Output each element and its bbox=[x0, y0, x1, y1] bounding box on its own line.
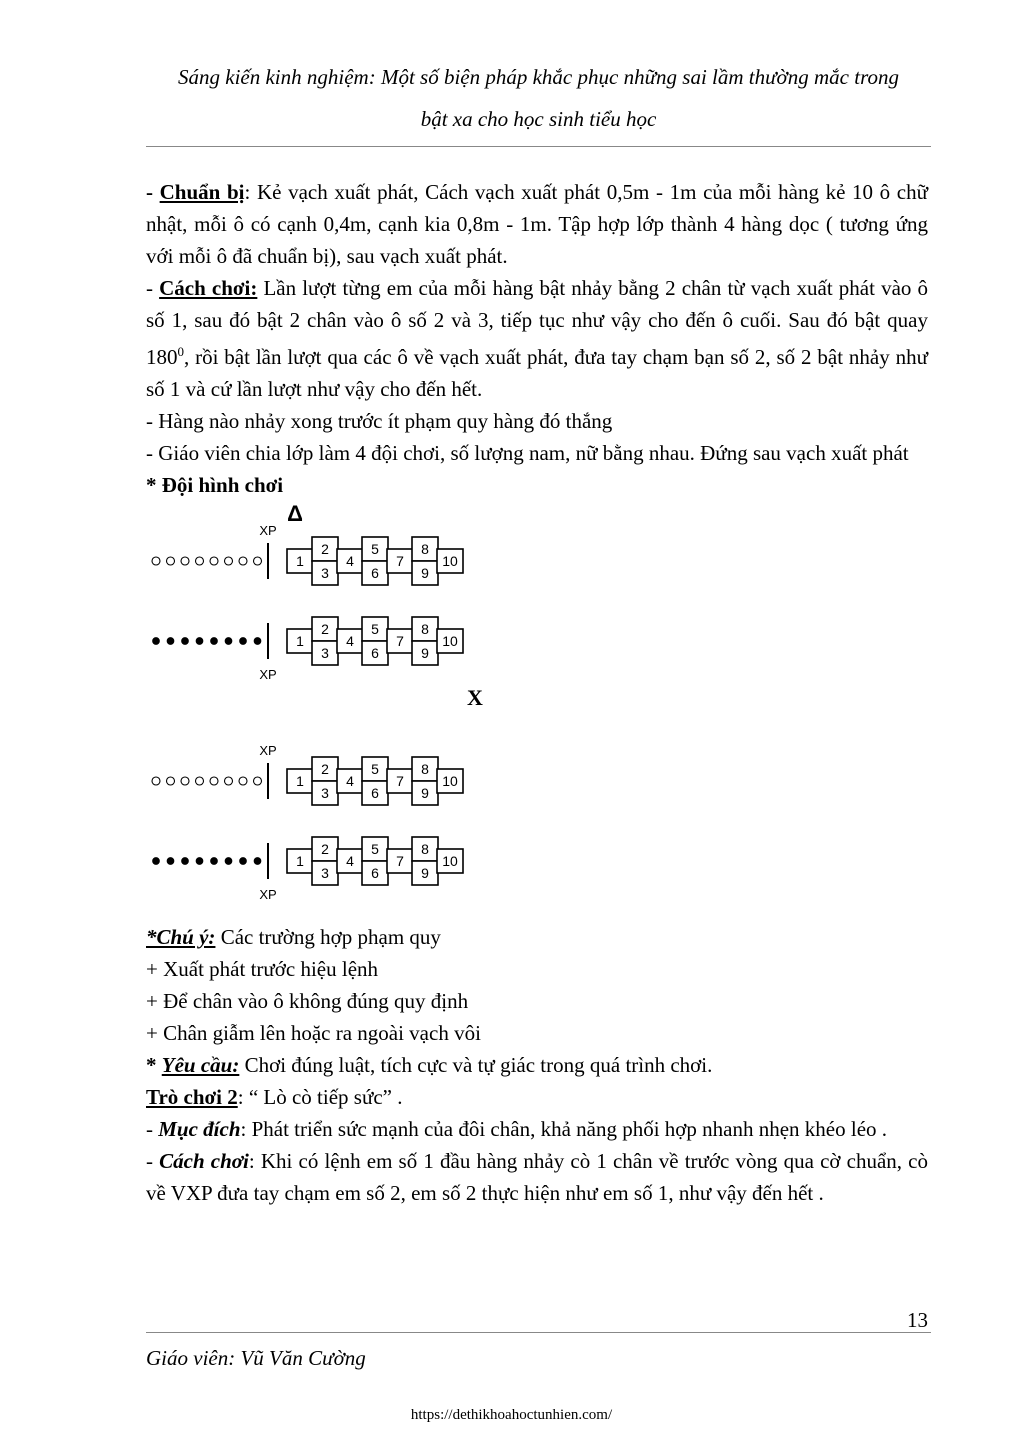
player-filled-icon bbox=[196, 858, 203, 865]
player-filled-icon bbox=[211, 858, 218, 865]
cell-number: 6 bbox=[371, 785, 379, 801]
player-filled-icon bbox=[240, 858, 247, 865]
player-hollow-icon bbox=[181, 777, 189, 785]
player-hollow-icon bbox=[181, 557, 189, 565]
game2-text: : “ Lò cò tiếp sức” . bbox=[237, 1085, 403, 1109]
cell-number: 10 bbox=[442, 553, 458, 569]
formation-diagram bbox=[146, 501, 486, 921]
player-hollow-icon bbox=[196, 557, 204, 565]
xp-label: XP bbox=[259, 523, 277, 538]
preparation-label: Chuẩn bị bbox=[159, 180, 245, 204]
cell-number: 9 bbox=[421, 565, 429, 581]
page-number: 13 bbox=[907, 1308, 928, 1332]
page-header bbox=[146, 56, 931, 140]
xp-label: XP bbox=[259, 887, 277, 902]
cell-number: 5 bbox=[371, 841, 379, 857]
howto2-text: : Khi có lệnh em số 1 đầu hàng nhảy cò 1 chân về trước vòng qua cờ chuẩn, cò về VXP đưa tay chạm em số 2, em số 2 thực hiện như em số 1, như vậy đến hết . bbox=[146, 1149, 928, 1205]
player-filled-icon bbox=[240, 638, 247, 645]
cell-number: 3 bbox=[321, 565, 329, 581]
cell-number: 5 bbox=[371, 621, 379, 637]
cell-number: 10 bbox=[442, 773, 458, 789]
player-hollow-icon bbox=[254, 557, 262, 565]
cell-number: 3 bbox=[321, 785, 329, 801]
cell-number: 8 bbox=[421, 841, 429, 857]
cell-number: 8 bbox=[421, 761, 429, 777]
formation-rows bbox=[152, 523, 463, 902]
player-hollow-icon bbox=[239, 777, 247, 785]
cell-number: 7 bbox=[396, 633, 404, 649]
cell-number: 9 bbox=[421, 865, 429, 881]
player-hollow-icon bbox=[167, 777, 175, 785]
cell-number: 7 bbox=[396, 773, 404, 789]
purpose-label: Mục đích bbox=[158, 1117, 241, 1141]
cell-number: 9 bbox=[421, 645, 429, 661]
xp-label: XP bbox=[259, 667, 277, 682]
cell-number: 2 bbox=[321, 541, 329, 557]
player-filled-icon bbox=[225, 638, 232, 645]
footer-teacher: Giáo viên: Vũ Văn Cường bbox=[146, 1346, 366, 1370]
cell-number: 2 bbox=[321, 621, 329, 637]
howto-text-b: , rồi bật lần lượt qua các ô về vạch xuất phát, đưa tay chạm bạn số 2, số 2 bật nhảy như số 1 và cứ lần lượt như vậy cho đến hết. bbox=[146, 345, 928, 401]
player-hollow-icon bbox=[254, 777, 262, 785]
note-item-3: + Chân giẫm lên hoặc ra ngoài vạch vôi bbox=[146, 1021, 481, 1045]
player-filled-icon bbox=[182, 858, 189, 865]
player-filled-icon bbox=[167, 858, 174, 865]
cell-number: 1 bbox=[296, 853, 304, 869]
cell-number: 1 bbox=[296, 773, 304, 789]
formation-row bbox=[153, 837, 463, 902]
cell-number: 2 bbox=[321, 761, 329, 777]
formation-row bbox=[153, 617, 463, 682]
formation-row bbox=[152, 743, 463, 805]
cell-number: 5 bbox=[371, 761, 379, 777]
cell-number: 4 bbox=[346, 853, 354, 869]
purpose-paragraph: - Mục đích: Phát triển sức mạnh của đôi chân, khả năng phối hợp nhanh nhẹn khéo léo . bbox=[146, 1117, 888, 1141]
cell-number: 4 bbox=[346, 773, 354, 789]
player-filled-icon bbox=[225, 858, 232, 865]
player-hollow-icon bbox=[210, 557, 218, 565]
requirement-prefix: * bbox=[146, 1053, 162, 1077]
note-text: Các trường hợp phạm quy bbox=[215, 925, 441, 949]
player-hollow-icon bbox=[239, 557, 247, 565]
preparation-paragraph: - Chuẩn bị: Kẻ vạch xuất phát, Cách vạch xuất phát 0,5m - 1m của mỗi hàng kẻ 10 ô chữ nhật, mỗi ô có cạnh 0,4m, cạnh kia 0,8m - 1m. Tập hợp lớp thành 4 hàng dọc ( tương ứng với mỗi ô đã chuẩn bị), sau vạch xuất phát. bbox=[146, 180, 928, 268]
cell-number: 2 bbox=[321, 841, 329, 857]
note-item-2: + Để chân vào ô không đúng quy định bbox=[146, 989, 469, 1013]
cell-number: 4 bbox=[346, 553, 354, 569]
cell-number: 6 bbox=[371, 565, 379, 581]
player-hollow-icon bbox=[225, 557, 233, 565]
player-hollow-icon bbox=[152, 557, 160, 565]
note-heading bbox=[146, 921, 928, 953]
player-hollow-icon bbox=[152, 777, 160, 785]
note-label: *Chú ý: bbox=[146, 925, 216, 949]
requirement-paragraph bbox=[146, 1049, 928, 1081]
formation-heading: * Đội hình chơi bbox=[146, 473, 284, 497]
howto2-label: Cách chơi bbox=[159, 1149, 249, 1173]
howto2-paragraph: - Cách chơi: Khi có lệnh em số 1 đầu hàng nhảy cò 1 chân về trước vòng qua cờ chuẩn, cò về VXP đưa tay chạm em số 2, em số 2 thực hiện như em số 1, như vậy đến hết . bbox=[146, 1149, 928, 1205]
cell-number: 4 bbox=[346, 633, 354, 649]
player-hollow-icon bbox=[225, 777, 233, 785]
player-filled-icon bbox=[196, 638, 203, 645]
player-filled-icon bbox=[167, 638, 174, 645]
player-filled-icon bbox=[182, 638, 189, 645]
cell-number: 8 bbox=[421, 621, 429, 637]
winner-paragraph: - Hàng nào nhảy xong trước ít phạm quy hàng đó thắng bbox=[146, 409, 613, 433]
purpose-text: : Phát triển sức mạnh của đôi chân, khả năng phối hợp nhanh nhẹn khéo léo . bbox=[240, 1117, 888, 1141]
cell-number: 10 bbox=[442, 853, 458, 869]
header-divider bbox=[146, 146, 931, 147]
cell-number: 1 bbox=[296, 553, 304, 569]
header-line-1: Sáng kiến kinh nghiệm: Một số biện pháp khắc phục những sai lầm thường mắc trong bbox=[178, 65, 899, 89]
game2-label: Trò chơi 2 bbox=[146, 1085, 238, 1109]
requirement-text: Chơi đúng luật, tích cực và tự giác trong quá trình chơi. bbox=[239, 1053, 713, 1077]
teams-paragraph: - Giáo viên chia lớp làm 4 đội chơi, số lượng nam, nữ bằng nhau. Đứng sau vạch xuất phát bbox=[146, 441, 909, 465]
game2-heading bbox=[146, 1081, 928, 1113]
player-hollow-icon bbox=[196, 777, 204, 785]
howto-paragraph: - Cách chơi: Lần lượt từng em của mỗi hàng bật nhảy bằng 2 chân từ vạch xuất phát vào ô số 1, sau đó bật 2 chân vào ô số 2 và 3, tiếp tục như vậy cho đến ô cuối. Sau đó bật quay $180^0$, rồi bật lần lượt qua các ô về vạch xuất phát, đưa tay chạm bạn số 2, số 2 bật nhảy như số 1 và cứ lần lượt như vậy cho đến hết. bbox=[146, 276, 928, 401]
cell-number: 10 bbox=[442, 633, 458, 649]
cell-number: 8 bbox=[421, 541, 429, 557]
delta-marker: Δ bbox=[287, 501, 303, 526]
player-filled-icon bbox=[153, 858, 160, 865]
player-filled-icon bbox=[254, 638, 261, 645]
cell-number: 3 bbox=[321, 865, 329, 881]
cell-number: 3 bbox=[321, 645, 329, 661]
howto-label: Cách chơi: bbox=[159, 276, 258, 300]
footer-url[interactable]: https://dethikhoahoctunhien.com/ bbox=[410, 1407, 613, 1423]
player-filled-icon bbox=[254, 858, 261, 865]
player-hollow-icon bbox=[210, 777, 218, 785]
header-line-2: bật xa cho học sinh tiểu học bbox=[420, 107, 657, 131]
preparation-text: : Kẻ vạch xuất phát, Cách vạch xuất phát 0,5m - 1m của mỗi hàng kẻ 10 ô chữ nhật, mỗi ô có cạnh 0,4m, cạnh kia 0,8m - 1m. Tập hợp lớp thành 4 hàng dọc ( tương ứng với mỗi ô đã chuẩn bị), sau vạch xuất phát. bbox=[146, 180, 928, 268]
cell-number: 6 bbox=[371, 865, 379, 881]
note-item-1: + Xuất phát trước hiệu lệnh bbox=[146, 957, 379, 981]
player-filled-icon bbox=[153, 638, 160, 645]
cell-number: 7 bbox=[396, 553, 404, 569]
xp-label: XP bbox=[259, 743, 277, 758]
cell-number: 1 bbox=[296, 633, 304, 649]
degree-sup: 0 bbox=[177, 344, 184, 359]
formation-row bbox=[152, 523, 463, 585]
footer-divider bbox=[146, 1332, 931, 1333]
cell-number: 6 bbox=[371, 645, 379, 661]
x-marker: X bbox=[467, 685, 483, 710]
player-filled-icon bbox=[211, 638, 218, 645]
cell-number: 9 bbox=[421, 785, 429, 801]
requirement-label: Yêu cầu: bbox=[161, 1053, 240, 1077]
howto-text-a: Lần lượt từng em của mỗi hàng bật nhảy bằng 2 chân từ vạch xuất phát vào ô số 1, sau đó bật 2 chân vào ô số 2 và 3, tiếp tục như vậy cho đến ô cuối. Sau đó bật quay 180 bbox=[146, 276, 928, 369]
player-hollow-icon bbox=[167, 557, 175, 565]
cell-number: 7 bbox=[396, 853, 404, 869]
document-body bbox=[146, 176, 928, 1209]
cell-number: 5 bbox=[371, 541, 379, 557]
